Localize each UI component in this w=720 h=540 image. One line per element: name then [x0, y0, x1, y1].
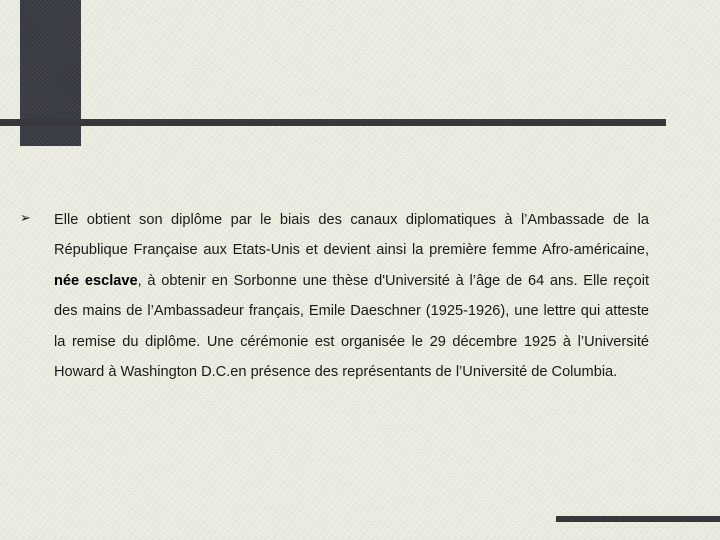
paragraph-text-end: , à obtenir en Sorbonne une thèse d'Université à l’âge de 64 ans. Elle reçoit des mains de l’Ambassadeur français, Emile Daeschner (1925-1926), une lettre qui atteste la remise du diplôme. Une cérémonie est organisée le 29 décembre 1925 à l’Université Howard à Washington D.C.en présence des représentants de l’Université de Columbia.: [54, 272, 649, 381]
arrow-bullet-icon: ➢: [20, 210, 31, 225]
body-paragraph: [54, 205, 649, 387]
paragraph-text-start: Elle obtient son diplôme par le biais des canaux diplomatiques à l’Ambassade de la République Française aux Etats-Unis et devient ainsi la première femme Afro-américaine,: [54, 212, 649, 259]
bottom-divider-rule: [556, 516, 720, 522]
top-divider-rule: [0, 119, 666, 126]
paragraph-bold-phrase: née esclave: [54, 272, 138, 289]
